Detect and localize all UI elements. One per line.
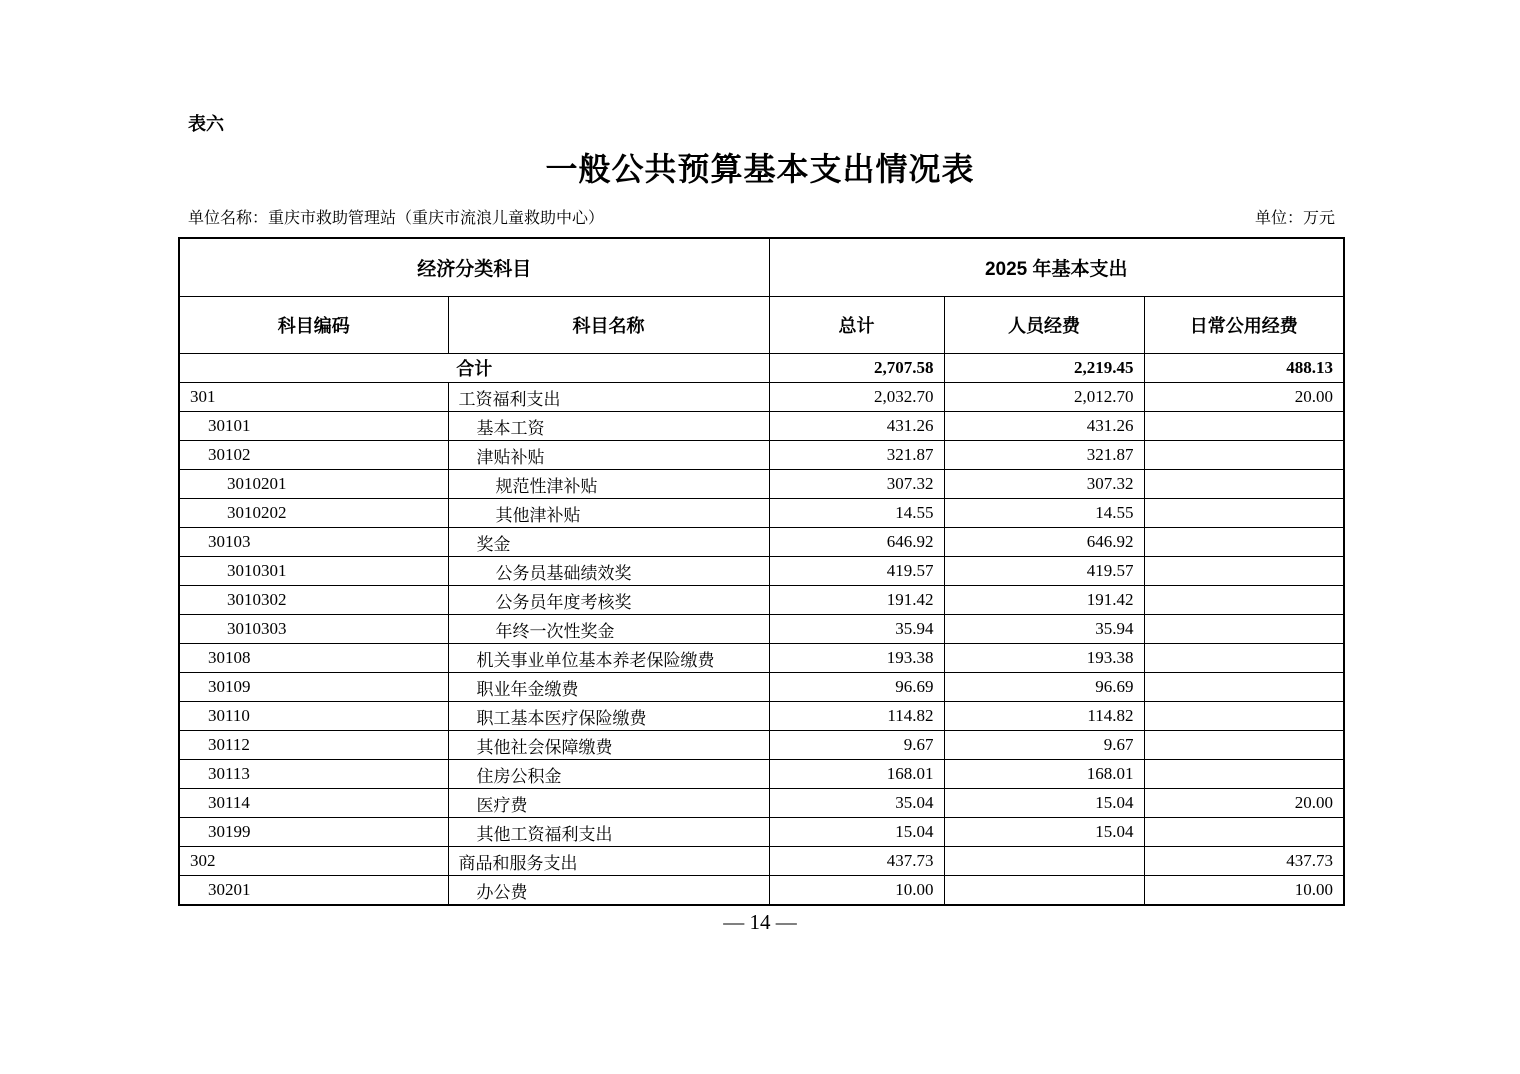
cell-subject-name: 基本工资 <box>448 412 769 441</box>
cell-subject-code: 30108 <box>179 644 448 673</box>
cell-subject-name: 奖金 <box>448 528 769 557</box>
cell-daily <box>1144 528 1344 557</box>
cell-total: 191.42 <box>769 586 944 615</box>
cell-daily <box>1144 673 1344 702</box>
cell-subject-code: 30101 <box>179 412 448 441</box>
cell-total: 10.00 <box>769 876 944 906</box>
cell-total: 35.04 <box>769 789 944 818</box>
cell-subject-name: 住房公积金 <box>448 760 769 789</box>
cell-daily <box>1144 499 1344 528</box>
header-2025-basic-expenditure: 2025 年基本支出 <box>769 238 1344 297</box>
cell-total: 114.82 <box>769 702 944 731</box>
cell-total: 96.69 <box>769 673 944 702</box>
cell-personnel: 419.57 <box>944 557 1144 586</box>
cell-daily <box>1144 644 1344 673</box>
cell-subject-code: 30201 <box>179 876 448 906</box>
total-row-personnel: 2,219.45 <box>944 354 1144 383</box>
table-row <box>179 673 1344 702</box>
cell-personnel: 15.04 <box>944 818 1144 847</box>
cell-subject-name: 公务员基础绩效奖 <box>448 557 769 586</box>
table-row <box>179 557 1344 586</box>
cell-total: 437.73 <box>769 847 944 876</box>
table-row <box>179 876 1344 906</box>
cell-subject-code: 30113 <box>179 760 448 789</box>
cell-subject-name: 津贴补贴 <box>448 441 769 470</box>
cell-total: 14.55 <box>769 499 944 528</box>
table-row <box>179 499 1344 528</box>
table-row <box>179 847 1344 876</box>
col-header-subject-name: 科目名称 <box>448 297 769 354</box>
cell-daily: 20.00 <box>1144 789 1344 818</box>
cell-daily <box>1144 702 1344 731</box>
page-title: 一般公共预算基本支出情况表 <box>545 151 975 187</box>
unit-of-measure-label: 单位：万元 <box>1254 210 1335 227</box>
cell-total: 193.38 <box>769 644 944 673</box>
table-row <box>179 412 1344 441</box>
cell-personnel: 646.92 <box>944 528 1144 557</box>
cell-personnel: 307.32 <box>944 470 1144 499</box>
cell-subject-code: 301 <box>179 383 448 412</box>
table-row <box>179 789 1344 818</box>
table-row <box>179 818 1344 847</box>
cell-personnel: 2,012.70 <box>944 383 1144 412</box>
table-row <box>179 470 1344 499</box>
cell-personnel: 191.42 <box>944 586 1144 615</box>
table-row <box>179 586 1344 615</box>
table-row <box>179 760 1344 789</box>
cell-personnel: 321.87 <box>944 441 1144 470</box>
cell-subject-name: 职业年金缴费 <box>448 673 769 702</box>
cell-personnel: 9.67 <box>944 731 1144 760</box>
table-row <box>179 383 1344 412</box>
cell-total: 431.26 <box>769 412 944 441</box>
table-row <box>179 528 1344 557</box>
table-row <box>179 615 1344 644</box>
cell-daily <box>1144 818 1344 847</box>
page-number: — 14 — <box>723 910 797 934</box>
col-header-personnel-funds: 人员经费 <box>944 297 1144 354</box>
cell-total: 35.94 <box>769 615 944 644</box>
cell-daily <box>1144 470 1344 499</box>
cell-personnel <box>944 876 1144 906</box>
budget-table <box>178 237 1345 906</box>
cell-subject-name: 医疗费 <box>448 789 769 818</box>
cell-subject-name: 商品和服务支出 <box>448 847 769 876</box>
total-row-label: 合计 <box>179 354 769 383</box>
cell-subject-name: 其他津补贴 <box>448 499 769 528</box>
unit-name-label: 单位名称：重庆市救助管理站（重庆市流浪儿童救助中心） <box>188 210 605 227</box>
cell-daily <box>1144 441 1344 470</box>
cell-subject-name: 规范性津补贴 <box>448 470 769 499</box>
cell-subject-name: 其他工资福利支出 <box>448 818 769 847</box>
header-economic-classification: 经济分类科目 <box>179 238 769 297</box>
col-header-daily-public-funds: 日常公用经费 <box>1144 297 1344 354</box>
cell-subject-name: 年终一次性奖金 <box>448 615 769 644</box>
cell-subject-name: 其他社会保障缴费 <box>448 731 769 760</box>
cell-subject-code: 3010202 <box>179 499 448 528</box>
cell-daily <box>1144 586 1344 615</box>
cell-personnel: 14.55 <box>944 499 1144 528</box>
cell-personnel: 114.82 <box>944 702 1144 731</box>
cell-subject-code: 3010302 <box>179 586 448 615</box>
cell-daily: 10.00 <box>1144 876 1344 906</box>
cell-total: 168.01 <box>769 760 944 789</box>
cell-subject-name: 公务员年度考核奖 <box>448 586 769 615</box>
cell-subject-name: 工资福利支出 <box>448 383 769 412</box>
total-row-total: 2,707.58 <box>769 354 944 383</box>
cell-subject-code: 3010201 <box>179 470 448 499</box>
cell-personnel: 193.38 <box>944 644 1144 673</box>
cell-subject-code: 302 <box>179 847 448 876</box>
cell-total: 9.67 <box>769 731 944 760</box>
col-header-total: 总计 <box>769 297 944 354</box>
table-row <box>179 441 1344 470</box>
cell-daily <box>1144 615 1344 644</box>
cell-daily <box>1144 412 1344 441</box>
cell-personnel: 168.01 <box>944 760 1144 789</box>
cell-total: 321.87 <box>769 441 944 470</box>
cell-subject-name: 办公费 <box>448 876 769 906</box>
cell-subject-code: 30114 <box>179 789 448 818</box>
table-group-header-row <box>179 238 1344 297</box>
cell-total: 307.32 <box>769 470 944 499</box>
cell-subject-code: 30199 <box>179 818 448 847</box>
cell-subject-code: 30109 <box>179 673 448 702</box>
cell-subject-code: 3010303 <box>179 615 448 644</box>
cell-subject-name: 机关事业单位基本养老保险缴费 <box>448 644 769 673</box>
cell-personnel: 35.94 <box>944 615 1144 644</box>
cell-daily: 20.00 <box>1144 383 1344 412</box>
cell-personnel <box>944 847 1144 876</box>
meta-row <box>178 205 1343 228</box>
cell-total: 646.92 <box>769 528 944 557</box>
total-row-daily: 488.13 <box>1144 354 1344 383</box>
table-column-header-row <box>179 297 1344 354</box>
cell-subject-code: 30112 <box>179 731 448 760</box>
cell-personnel: 15.04 <box>944 789 1144 818</box>
total-row <box>179 354 1344 383</box>
cell-personnel: 96.69 <box>944 673 1144 702</box>
cell-daily <box>1144 760 1344 789</box>
cell-subject-code: 30102 <box>179 441 448 470</box>
cell-total: 419.57 <box>769 557 944 586</box>
col-header-subject-code: 科目编码 <box>179 297 448 354</box>
cell-daily <box>1144 557 1344 586</box>
table-number-label: 表六 <box>188 114 224 134</box>
cell-subject-code: 30103 <box>179 528 448 557</box>
cell-total: 15.04 <box>769 818 944 847</box>
cell-subject-code: 3010301 <box>179 557 448 586</box>
cell-personnel: 431.26 <box>944 412 1144 441</box>
cell-total: 2,032.70 <box>769 383 944 412</box>
table-row <box>179 731 1344 760</box>
table-row <box>179 644 1344 673</box>
cell-daily: 437.73 <box>1144 847 1344 876</box>
table-row <box>179 702 1344 731</box>
cell-daily <box>1144 731 1344 760</box>
cell-subject-code: 30110 <box>179 702 448 731</box>
cell-subject-name: 职工基本医疗保险缴费 <box>448 702 769 731</box>
